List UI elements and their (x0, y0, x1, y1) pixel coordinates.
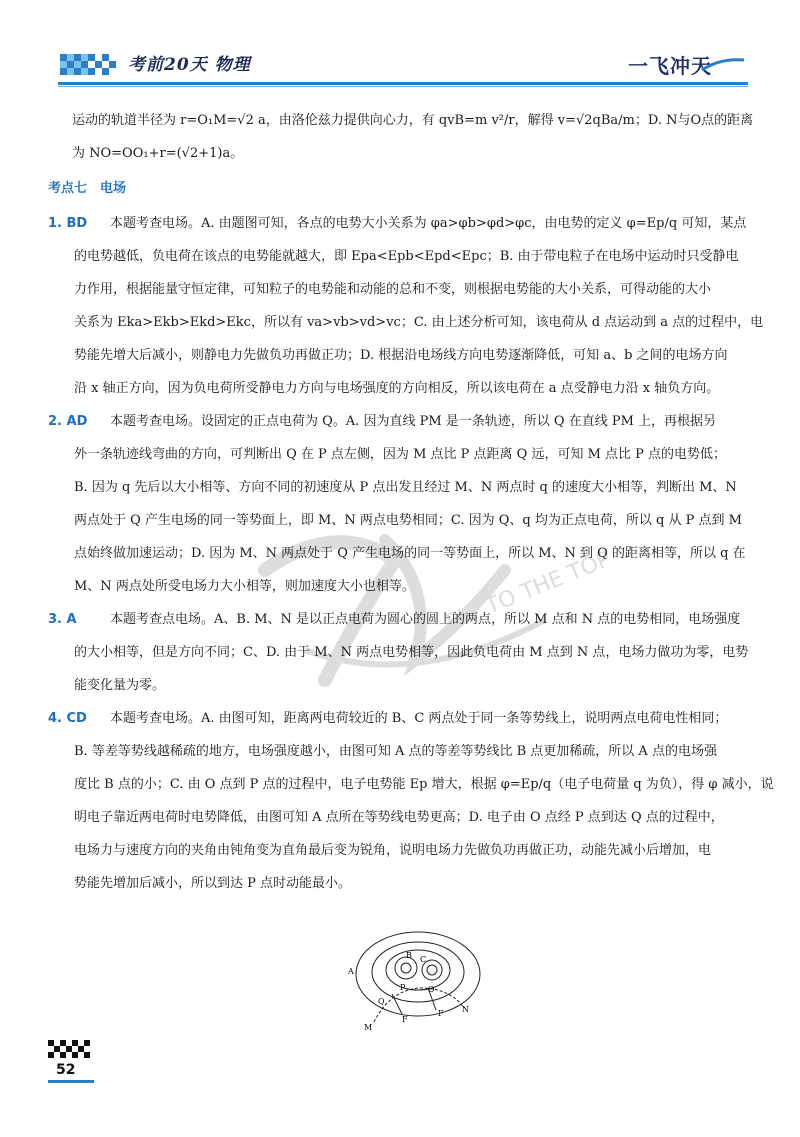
answer-line: 两点处于 Q 产生电场的同一等势面上，即 M、N 两点电势相同；C. 因为 Q、q 均为正点电荷，所以 q 从 P 点到 M (74, 513, 742, 528)
answer-line: 沿 x 轴正方向，因为负电荷所受静电力方向与电场强度的方向相反，所以该电荷在 a 点受静电力沿 x 轴负方向。 (74, 381, 720, 396)
answer-line: 势能先增大后减小，则静电力先做负功再做正功；D. 根据沿电场线方向电势逐渐降低，可知 a、b 之间的电场方向 (74, 348, 728, 363)
answer-line: 本题考查电场。设固定的正点电荷为 Q。A. 因为直线 PM 是一条轨迹，所以 Q 在直线 PM 上，再根据另 (110, 414, 717, 429)
header-title: 考前20天 物理 (128, 55, 251, 75)
answer-content (48, 104, 774, 900)
question-number: 3. A (48, 612, 77, 627)
label-B: B (406, 951, 412, 960)
swoosh-icon (700, 56, 746, 76)
question-number: 1. BD (48, 216, 88, 231)
question-block (48, 702, 774, 900)
section-title: 考点七 电场 (48, 181, 127, 196)
question-block (48, 405, 750, 603)
svg-text:FLY TO THE TOP: FLY TO THE TOP (442, 546, 615, 636)
answer-line: 的大小相等，但是方向不同；C、D. 由于 M、N 两点电势相等，因此负电荷由 M 点到 N 点，电场力做功为零，电势 (74, 645, 749, 660)
label-O: O (428, 985, 435, 994)
label-A: A (348, 967, 354, 976)
header-rule-thin (58, 86, 748, 87)
answer-line: 的电势越低，负电荷在该点的电势能就越大，即 Epa<Epb<Epd<Epc；B. 由于带电粒子在电场中运动时只受静电 (74, 249, 739, 264)
label-F2: F (438, 1009, 444, 1018)
intro-line-2: 为 NO=OO₁+r=(√2+1)a。 (72, 146, 244, 161)
answer-line: 点始终做加速运动；D. 因为 M、N 两点处于 Q 产生电场的同一等势面上，所以 M、N 到 Q 的距离相等，所以 q 在 (74, 546, 746, 561)
header-rule (58, 82, 748, 85)
question-block (48, 207, 764, 405)
page-number: 52 (56, 1062, 76, 1078)
answer-line: 度比 B 点的小；C. 由 O 点到 P 点的过程中，电子电势能 Ep 增大，根据 φ=Ep/q（电子电荷量 q 为负），得 φ 减小，说 (74, 777, 774, 792)
page-header (0, 0, 800, 100)
label-C: C (420, 955, 427, 964)
answer-line: 明电子靠近两电荷时电势降低，由图可知 A 点所在等势线电势更高；D. 电子由 O 点经 P 点到达 Q 点的过程中， (74, 810, 724, 825)
answer-line: B. 等差等势线越稀疏的地方，电场强度越小，由图可知 A 点的等差等势线比 B 点更加稀疏，所以 A 点的电场强 (74, 744, 717, 759)
answer-line: 本题考查点电场。A、B. M、N 是以正点电荷为圆心的圆上的两点，所以 M 点和 N 点的电势相同，电场强度 (110, 612, 741, 627)
question-number: 4. CD (48, 711, 87, 726)
answer-line: 本题考查电场。A. 由题图可知，各点的电势大小关系为 φa>φb>φd>φc，由电势的定义 φ=Ep/q 可知，某点 (110, 216, 747, 231)
answer-line: 外一条轨迹线弯曲的方向，可判断出 Q 在 P 点左侧，因为 M 点比 P 点距离 Q 远，可知 M 点比 P 点的电势低； (74, 447, 727, 462)
question-block (48, 603, 750, 702)
answer-line: 本题考查电场。A. 由图可知，距离两电荷较近的 B、C 两点处于同一条等势线上，说明两点电荷电性相同； (110, 711, 728, 726)
answer-line: B. 因为 q 先后以大小相等、方向不同的初速度从 P 点出发且经过 M、N 两点时 q 的速度大小相等，判断出 M、N (74, 480, 737, 495)
label-P: P (400, 983, 406, 992)
answer-line: 关系为 Eka>Ekb>Ekd>Ekc，所以有 va>vb>vd>vc；C. 由上述分析可知，该电荷从 d 点运动到 a 点的过程中，电 (74, 315, 764, 330)
checker-pattern-icon (58, 52, 124, 80)
answer-line: 电场力与速度方向的夹角由钝角变为直角最后变为锐角，说明电场力先做负功再做正功，动能先减小后增加，电 (74, 843, 712, 858)
equipotential-diagram (340, 930, 480, 1040)
answer-line: M、N 两点处所受电场力大小相等，则加速度大小也相等。 (74, 579, 415, 594)
label-N: N (462, 1005, 469, 1014)
answer-line: 势能先增加后减小，所以到达 P 点时动能最小。 (74, 876, 352, 891)
question-number: 2. AD (48, 414, 88, 429)
intro-line-1: 运动的轨道半径为 r=O₁M=√2 a，由洛伦兹力提供向心力，有 qvB=m v²/r，解得 v=√2qBa/m；D. N与O点的距离 (72, 113, 754, 128)
label-F1: F (402, 1015, 408, 1024)
answer-line: 能变化量为零。 (74, 678, 166, 693)
answer-line: 力作用，根据能量守恒定律，可知粒子的电势能和动能的总和不变，则根据电势能的大小关系，可得动能的大小 (74, 282, 712, 297)
label-Q: Q (378, 997, 385, 1006)
checkered-flag-icon (48, 1040, 94, 1062)
brand-logo: 一飞冲天 (628, 54, 712, 78)
label-M: M (364, 1023, 373, 1032)
page-number-bar (48, 1080, 94, 1083)
